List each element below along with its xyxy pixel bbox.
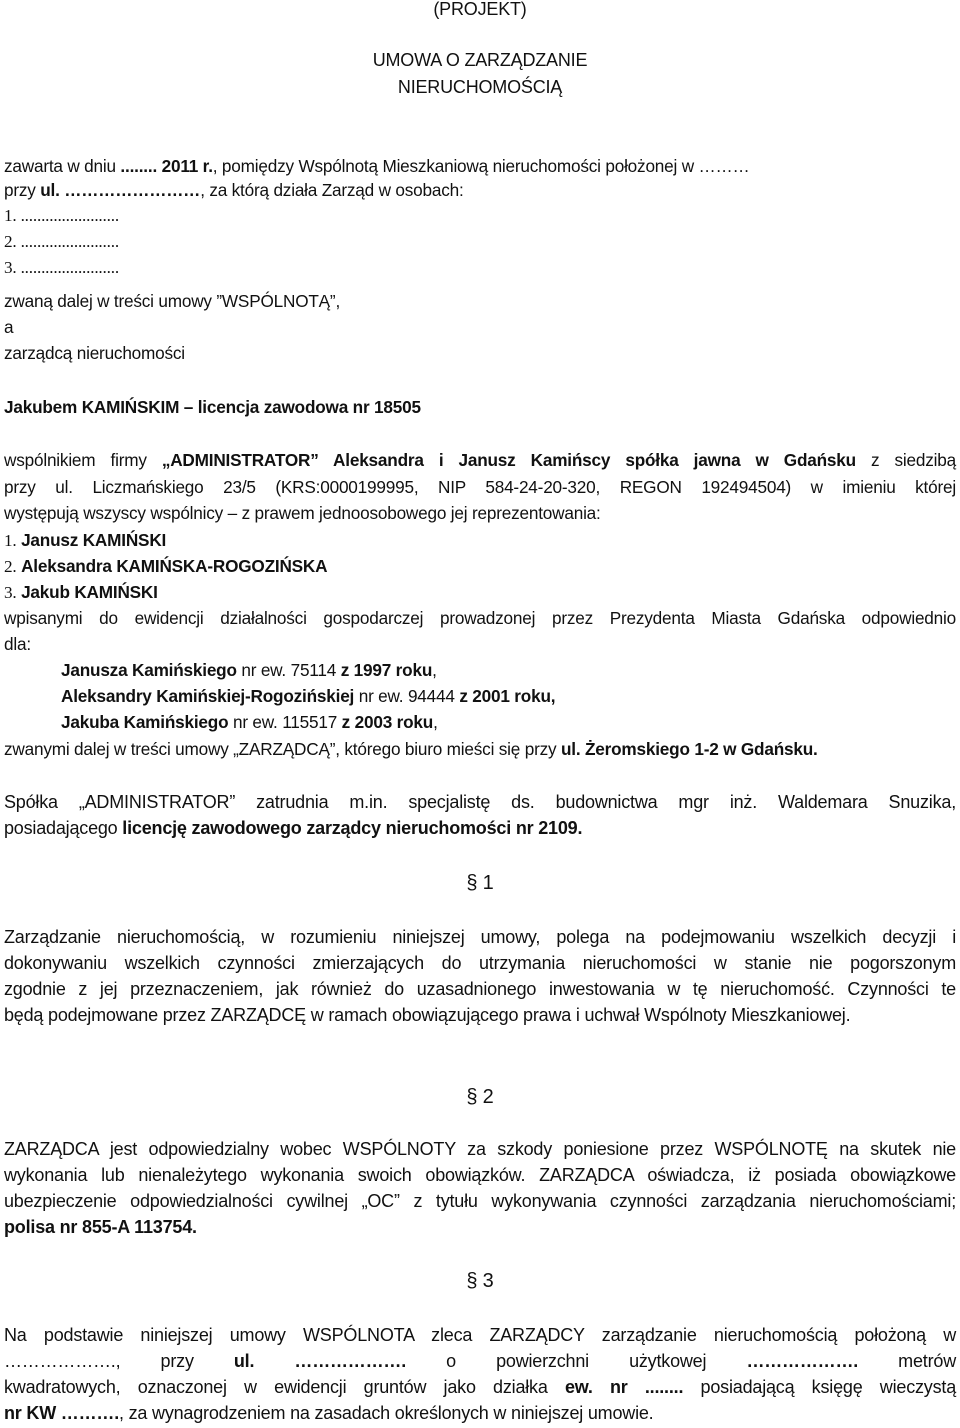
firm-line-3: występują wszyscy wspólnicy – z prawem jednoosobowego jej reprezentowania: [4,503,601,523]
partner-2: 2. Aleksandra KAMIŃSKA-ROGOZIŃSKA [4,556,328,576]
section-2-line-4: polisa nr 855-A 113754. [4,1217,197,1237]
document-title-line-2: NIERUCHOMOŚCIĄ [397,77,563,97]
registry-entry-3: Jakuba Kamińskiego nr ew. 115517 z 2003 roku, [61,712,438,732]
registration-line-1: wpisanymi do ewidencji działalności gospodarczej prowadzonej przez Prezydenta Miasta Gdańska odpowiednio [4,608,956,628]
section-2-line-2: wykonania lub nienależytego wykonania swoich obowiązków. ZARZĄDCA oświadcza, iż posiada obowiązkowe [4,1165,956,1185]
board-member-3: 3. ........................ [4,258,119,277]
section-2-line-3: ubezpieczenie odpowiedzialności cywilnej „OC” z tytułu wykonywania czynności zarządzania nieruchomościami; [4,1191,956,1211]
section-1-heading: § 1 [466,872,494,894]
firm-line-2: przy ul. Liczmańskiego 23/5 (KRS:0000199995, NIP 584-24-20-320, REGON 192494504) w imieniu której [4,477,956,497]
section-3-line-2: ………………., przy ul. ………………. o powierzchni użytkowej ………………. metrów [4,1351,956,1371]
section-3-line-4: nr KW ………., za wynagrodzeniem na zasadach określonych w niniejszej umowie. [4,1403,654,1423]
manager-definition-line: zwanymi dalej w treści umowy „ZARZĄDCĄ”, którego biuro mieści się przy ul. Żeromskiego 1-2 w Gdańsku. [4,739,818,759]
registration-line-2: dla: [4,634,31,654]
intro-line-1: zawarta w dniu ........ 2011 r., pomiędzy Wspólnotą Mieszkaniową nieruchomości położonej w ……… [4,156,750,176]
partner-1: 1. Janusz KAMIŃSKI [4,530,167,550]
intro-line-2: przy ul. ……………………, za którą działa Zarząd w osobach: [4,180,464,200]
partner-3: 3. Jakub KAMIŃSKI [4,582,158,602]
section-1-line-3: zgodnie z jej przeznaczeniem, jak również do uzasadnionego inwestowania w tę nieruchomość. Czynności te [4,979,956,999]
registry-entry-1: Janusza Kamińskiego nr ew. 75114 z 1997 roku, [61,660,437,680]
project-label: (PROJEKT) [433,0,527,19]
section-2-line-1: ZARZĄDCA jest odpowiedzialny wobec WSPÓLNOTY za szkody poniesione przez WSPÓLNOTĘ na skutek nie [4,1139,956,1159]
section-3-line-3: kwadratowych, oznaczonej w ewidencji gruntów jako działka ew. nr ........ posiadającą księgę wieczystą [4,1377,957,1397]
section-3-line-1: Na podstawie niniejszej umowy WSPÓLNOTA zleca ZARZĄDCY zarządzanie nieruchomością położoną w [4,1325,956,1345]
section-2-heading: § 2 [466,1086,494,1108]
specialist-line-2: posiadającego licencję zawodowego zarządcy nieruchomości nr 2109. [4,818,583,838]
specialist-line-1: Spółka „ADMINISTRATOR” zatrudnia m.in. specjalistę ds. budownictwa mgr inż. Waldemara Snuzika, [4,792,956,812]
manager-license-line: Jakubem KAMIŃSKIM – licencja zawodowa nr 18505 [4,397,421,417]
section-1-line-2: dokonywaniu wszelkich czynności zmierzających do utrzymania nieruchomości w stanie nie pogorszonym [4,953,956,973]
board-member-1: 1. ........................ [4,206,119,225]
section-3-heading: § 3 [466,1270,494,1292]
document-title-line-1: UMOWA O ZARZĄDZANIE [372,50,588,70]
intro-line-manager: zarządcą nieruchomości [4,343,185,363]
section-1-line-1: Zarządzanie nieruchomością, w rozumieniu niniejszej umowy, polega na podejmowaniu wszelkich decyzji i [4,927,956,947]
section-1-line-4: będą podejmowane przez ZARZĄDCĘ w ramach obowiązującego prawa i uchwał Wspólnoty Mieszkaniowej. [4,1005,851,1025]
registry-entry-2: Aleksandry Kamińskiej-Rogozińskiej nr ew. 94444 z 2001 roku, [61,686,556,706]
board-member-2: 2. ........................ [4,232,119,251]
intro-line-community: zwaną dalej w treści umowy ”WSPÓLNOTĄ”, [4,291,341,311]
intro-line-and: a [4,317,14,337]
firm-line-1: wspólnikiem firmy „ADMINISTRATOR” Aleksandra i Janusz Kamińscy spółka jawna w Gdańsku z siedzibą [4,450,956,470]
